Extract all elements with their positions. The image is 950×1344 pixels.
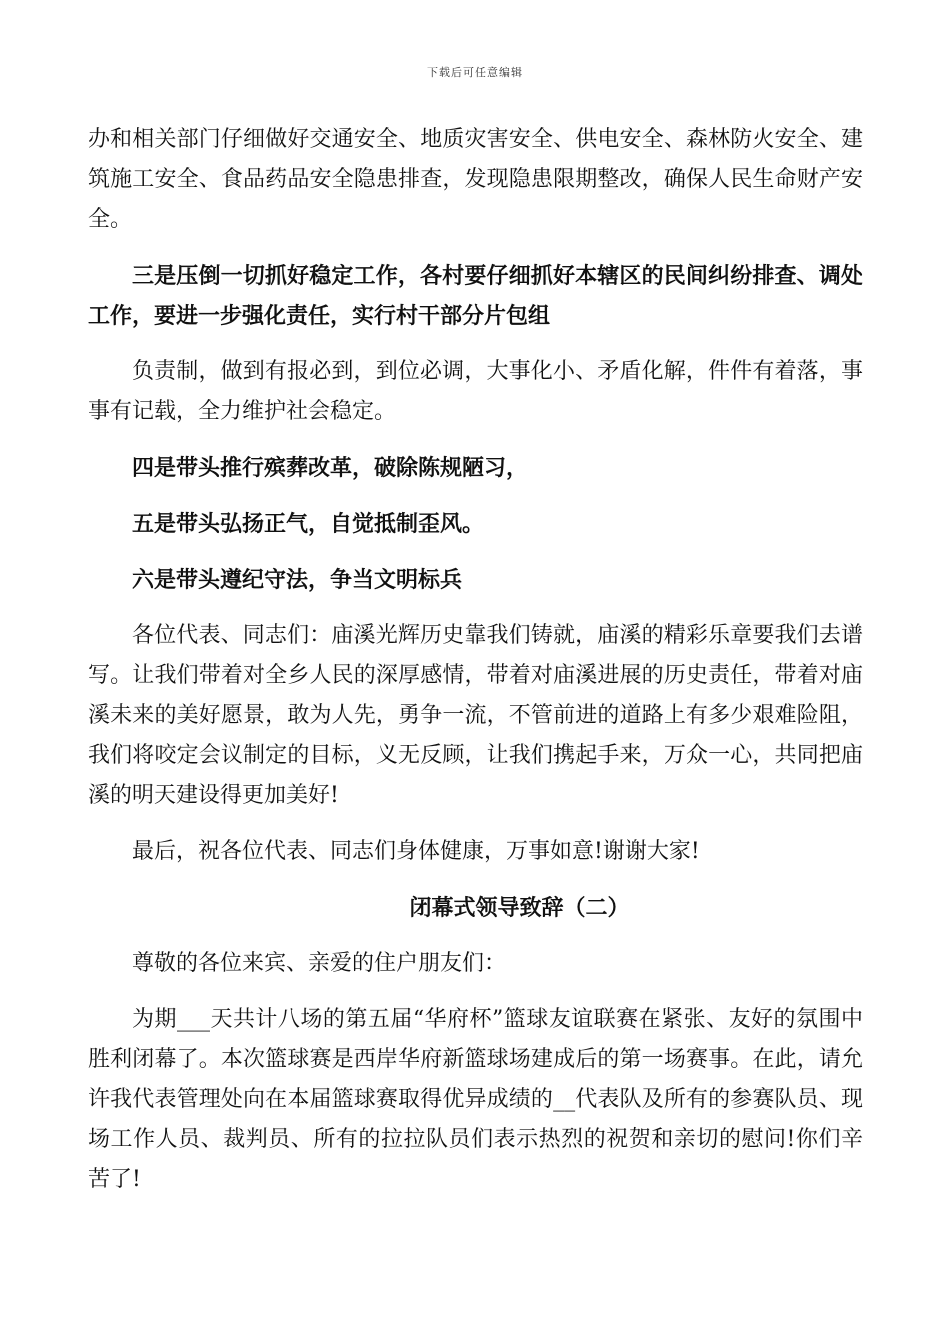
paragraph-funeral-reform: 四是带头推行殡葬改革，破除陈规陋习， xyxy=(132,455,529,481)
document-body xyxy=(88,120,863,1200)
paragraph-responsibility: 负责制，做到有报必到，到位必调，大事化小、矛盾化解，件件有着落，事事有记载，全力维护社会稳定。 xyxy=(88,359,863,424)
paragraph-law-abiding: 六是带头遵纪守法，争当文明标兵 xyxy=(132,567,463,593)
paragraph-closing-appeal: 各位代表、同志们：庙溪光辉历史靠我们铸就，庙溪的精彩乐章要我们去谱写。让我们带着对全乡人民的深厚感情，带着对庙溪进展的历史责任，带着对庙溪未来的美好愿景，敢为人先，勇争一流，不管前进的道路上有多少艰难险阻，我们将咬定会议制定的目标，义无反顾，让我们携起手来，万众一心，共同把庙溪的明天建设得更加美好! xyxy=(88,623,863,808)
paragraph-safety: 办和相关部门仔细做好交通安全、地质灾害安全、供电安全、森林防火安全、建筑施工安全、食品药品安全隐患排查，发现隐患限期整改，确保人民生命财产安全。 xyxy=(88,127,863,232)
page-header: 下载后可任意编辑 xyxy=(427,66,523,79)
paragraph-stability: 三是压倒一切抓好稳定工作，各村要仔细抓好本辖区的民间纠纷排查、调处工作，要进一步强化责任，实行村干部分片包组 xyxy=(88,263,863,329)
paragraph-integrity: 五是带头弘扬正气，自觉抵制歪风。 xyxy=(132,511,485,537)
paragraph-wishes: 最后，祝各位代表、同志们身体健康，万事如意!谢谢大家! xyxy=(132,839,700,864)
paragraph-basketball: 为期___天共计八场的第五届“华府杯”篮球友谊联赛在紧张、友好的氛围中胜利闭幕了。本次篮球赛是西岸华府新篮球场建成后的第一场赛事。在此，请允许我代表管理处向在本届篮球赛取得优异成绩的__代表队及所有的参赛队员、现场工作人员、裁判员、所有的拉拉队员们表示热烈的祝贺和亲切的慰问!你们辛苦了! xyxy=(88,1007,863,1192)
paragraph-salutation: 尊敬的各位来宾、亲爱的住户朋友们： xyxy=(132,951,507,976)
section-title: 闭幕式领导致辞（二） xyxy=(409,895,630,921)
